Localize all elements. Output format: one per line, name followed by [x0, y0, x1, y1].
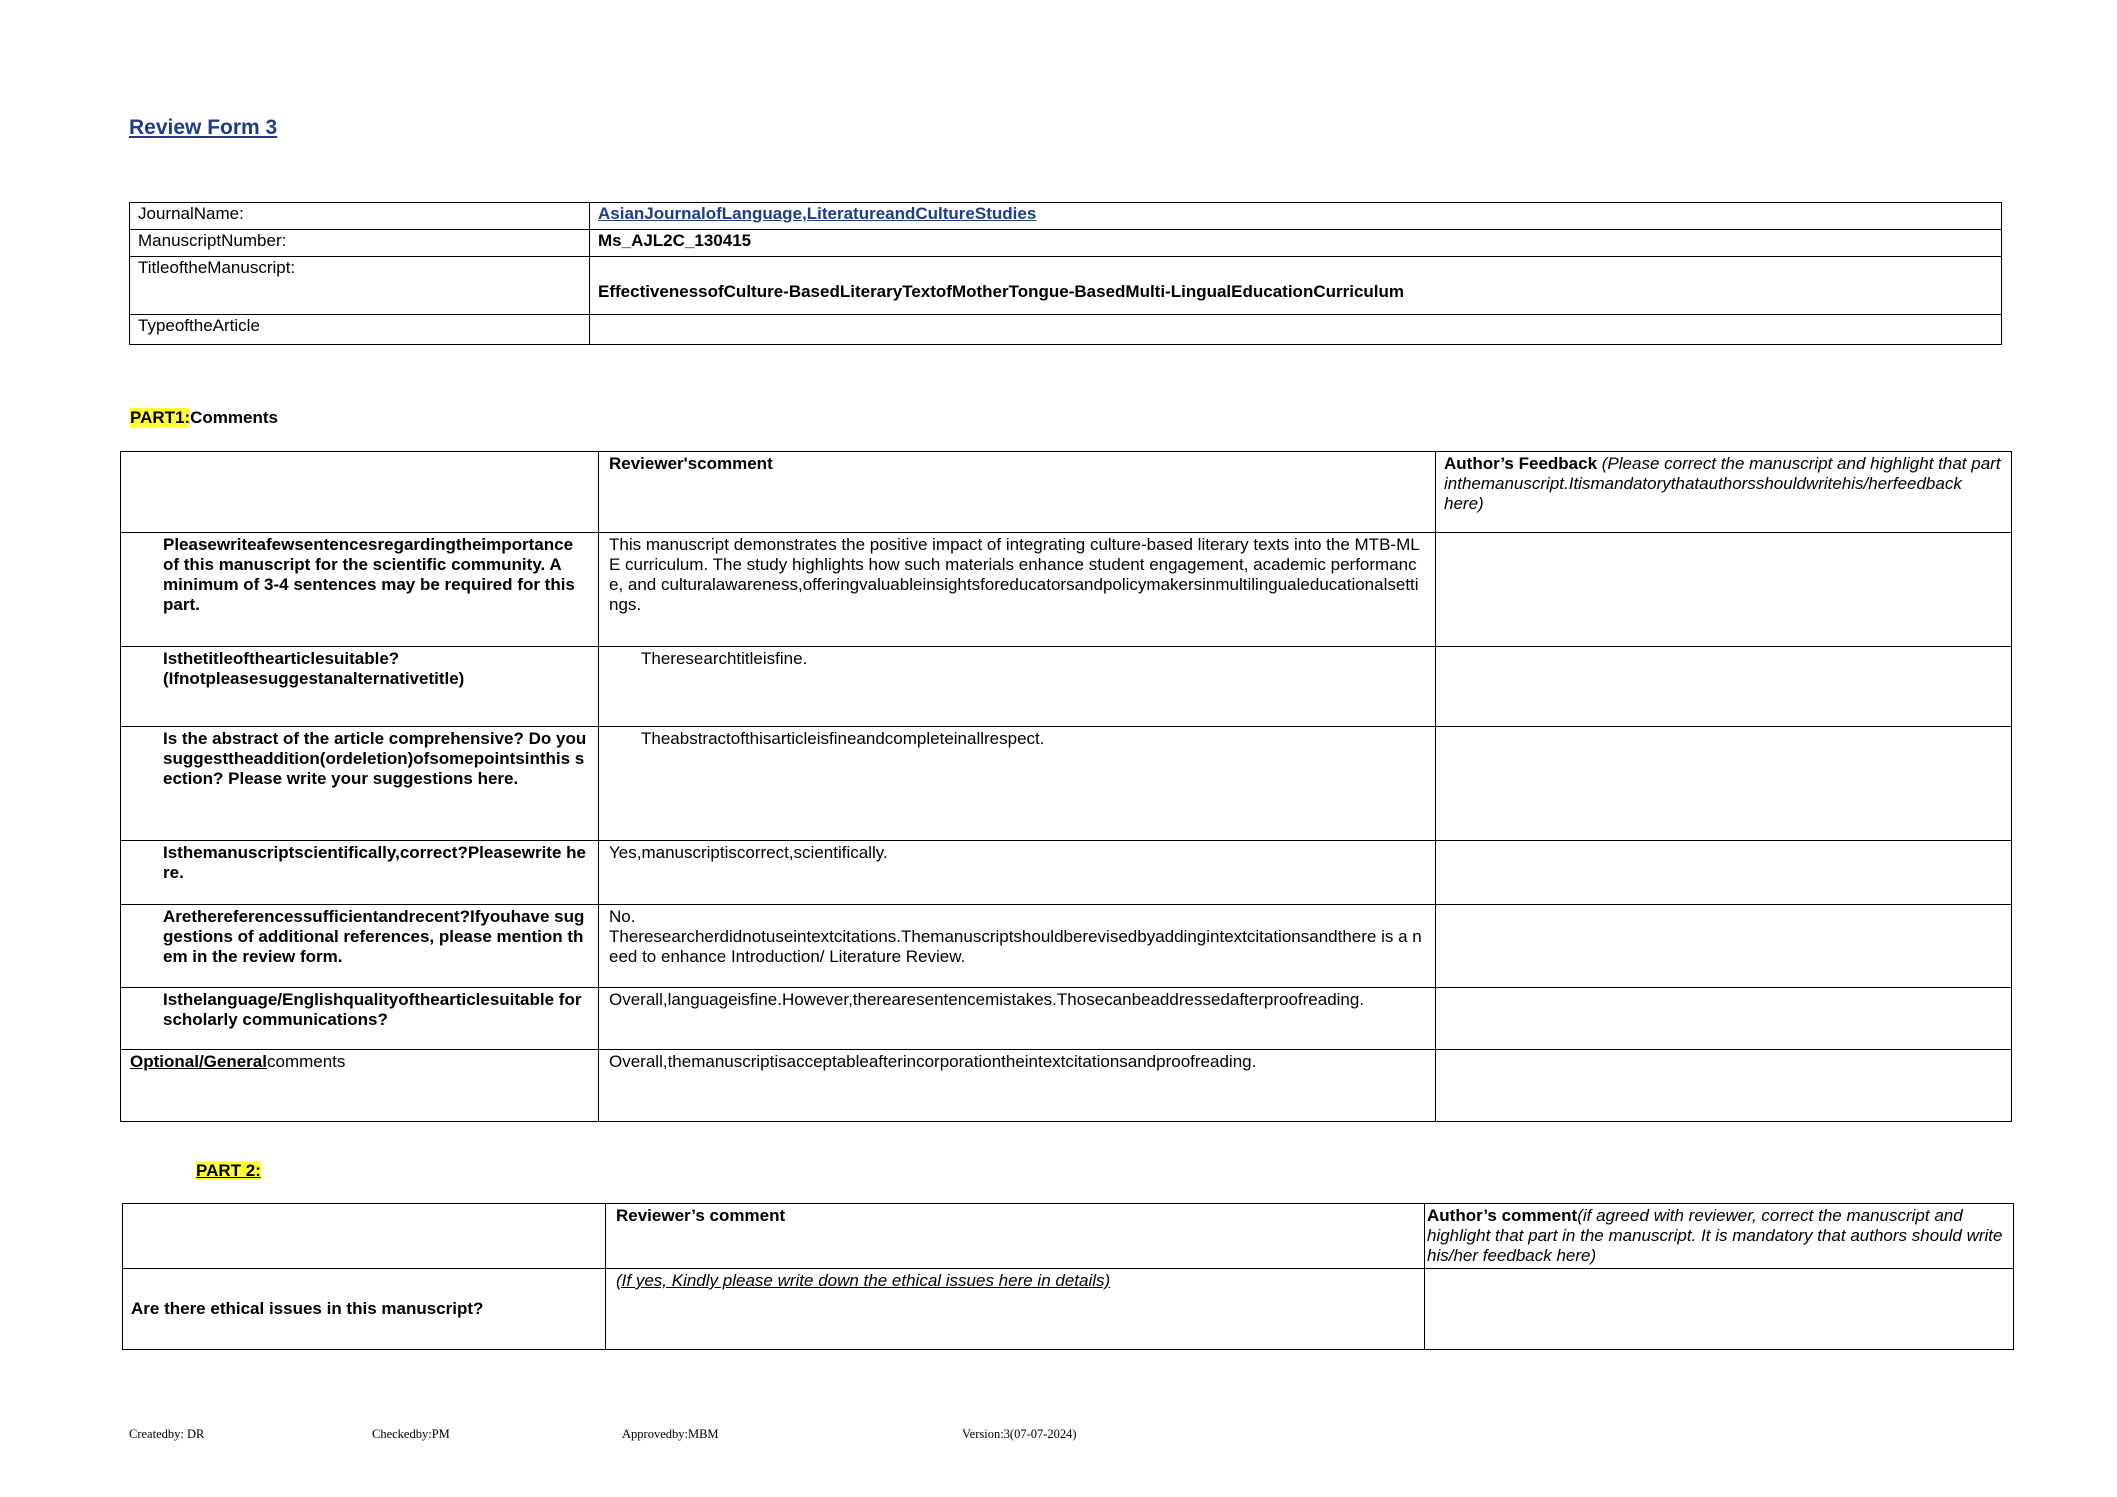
author-comment-cell[interactable]	[1425, 1269, 2014, 1350]
ethics-table	[122, 1203, 2014, 1350]
answer-scientific: Yes,manuscriptiscorrect,scientifically.	[599, 841, 1436, 905]
optional-general-label: Optional/General	[130, 1052, 267, 1071]
article-type-label: TypeoftheArticle	[130, 315, 590, 345]
table-row	[121, 647, 2012, 727]
header-empty-cell	[121, 452, 599, 533]
answer-references-line1: No.	[609, 907, 636, 926]
author-feedback-cell[interactable]	[1436, 841, 2012, 905]
answer-abstract: Theabstractofthisarticleisfineandcompleteinallrespect.	[599, 727, 1436, 841]
footer-created: Createdby: DR	[129, 1427, 205, 1441]
author-feedback-cell[interactable]	[1436, 647, 2012, 727]
part1-label: PART1:	[130, 408, 191, 427]
header-author-comment	[1425, 1204, 2014, 1269]
optional-comments-label	[121, 1050, 599, 1122]
journal-name-link[interactable]: AsianJournalofLanguage,LiteratureandCultureStudies	[598, 204, 1037, 223]
author-comment-instruction: (if agreed with reviewer, correct the manuscript and highlight that part in the manuscript. It is mandatory that authors should write his/her feedback here)	[1427, 1206, 2003, 1265]
author-comment-title: Author’s comment	[1427, 1206, 1578, 1225]
part1-title: Comments	[190, 408, 278, 427]
manuscript-number-value: Ms_AJL2C_130415	[590, 230, 2002, 257]
question-references: Arethereferencessufficientandrecent?Ifyouhave suggestions of additional references, please mention them in the review form.	[121, 905, 599, 988]
header-empty-cell	[123, 1204, 606, 1269]
part2-label: PART 2:	[196, 1161, 261, 1180]
author-feedback-title: Author’s Feedback	[1444, 454, 1598, 473]
header-reviewer-comment: Reviewer'scomment	[599, 452, 1436, 533]
table-row	[121, 841, 2012, 905]
author-feedback-cell[interactable]	[1436, 988, 2012, 1050]
table-row	[121, 905, 2012, 988]
author-feedback-cell[interactable]	[1436, 905, 2012, 988]
comments-label: comments	[266, 1052, 346, 1071]
question-importance: Pleasewriteafewsentencesregardingtheimportance of this manuscript for the scientific community. A minimum of 3-4 sentences may be required for this part.	[121, 533, 599, 647]
part1-heading	[130, 408, 278, 428]
question-ethics: Are there ethical issues in this manuscript?	[123, 1269, 606, 1350]
header-author-feedback	[1436, 452, 2012, 533]
answer-optional: Overall,themanuscriptisacceptableafterincorporationtheintextcitationsandproofreading.	[599, 1050, 1436, 1122]
answer-references	[599, 905, 1436, 988]
footer-version: Version:3(07-07-2024)	[962, 1427, 1077, 1441]
question-abstract: Is the abstract of the article comprehensive? Do you suggesttheaddition(ordeletion)ofsomepointsinthis section? Please write your suggestions here.	[121, 727, 599, 841]
author-feedback-cell[interactable]	[1436, 727, 2012, 841]
comments-table	[120, 451, 2012, 1122]
manuscript-title-value: EffectivenessofCulture-BasedLiteraryTextofMotherTongue-BasedMulti-LingualEducationCurriculum	[590, 257, 2002, 315]
footer-checked: Checkedby:PM	[372, 1427, 450, 1441]
table-row	[123, 1269, 2014, 1350]
footer-approved: Approvedby:MBM	[622, 1427, 719, 1441]
answer-title: Theresearchtitleisfine.	[599, 647, 1436, 727]
question-language: Isthelanguage/Englishqualityofthearticlesuitable for scholarly communications?	[121, 988, 599, 1050]
author-feedback-cell[interactable]	[1436, 1050, 2012, 1122]
manuscript-number-label: ManuscriptNumber:	[130, 230, 590, 257]
author-feedback-instruction: (Please correct the manuscript and highlight that part inthemanuscript.Itismandatorythatauthorsshouldwritehis/herfeedback here)	[1444, 454, 2001, 513]
table-row	[121, 1050, 2012, 1122]
question-scientific: Isthemanuscriptscientifically,correct?Pleasewrite here.	[121, 841, 599, 905]
manuscript-info-table	[129, 202, 2002, 345]
answer-importance: This manuscript demonstrates the positive impact of integrating culture-based literary texts into the MTB-MLE curriculum. The study highlights how such materials enhance student engagement, academic performance, and culturalawareness,offeringvaluableinsightsforeducatorsandpolicymakersinmultilingualeducationalsettings.	[599, 533, 1436, 647]
manuscript-title-label: TitleoftheManuscript:	[130, 257, 590, 315]
header-reviewer-comment-2: Reviewer’s comment	[606, 1204, 1425, 1269]
part2-heading	[196, 1161, 261, 1181]
answer-ethics-hint[interactable]: (If yes, Kindly please write down the ethical issues here in details)	[606, 1269, 1425, 1350]
author-feedback-cell[interactable]	[1436, 533, 2012, 647]
table-row	[121, 533, 2012, 647]
article-type-value[interactable]	[590, 315, 2002, 345]
journal-name-label: JournalName:	[130, 203, 590, 230]
form-title[interactable]: Review Form 3	[129, 116, 278, 139]
table-row	[121, 988, 2012, 1050]
answer-language: Overall,languageisfine.However,therearesentencemistakes.Thosecanbeaddressedafterproofreading.	[599, 988, 1436, 1050]
question-title: Isthetitleofthearticlesuitable? (Ifnotpleasesuggestanalternativetitle)	[121, 647, 599, 727]
table-row	[121, 727, 2012, 841]
answer-references-detail: Theresearcherdidnotuseintextcitations.Themanuscriptshouldberevisedbyaddingintextcitationsandthere is a need to enhance Introduction/ Literature Review.	[609, 927, 1422, 966]
